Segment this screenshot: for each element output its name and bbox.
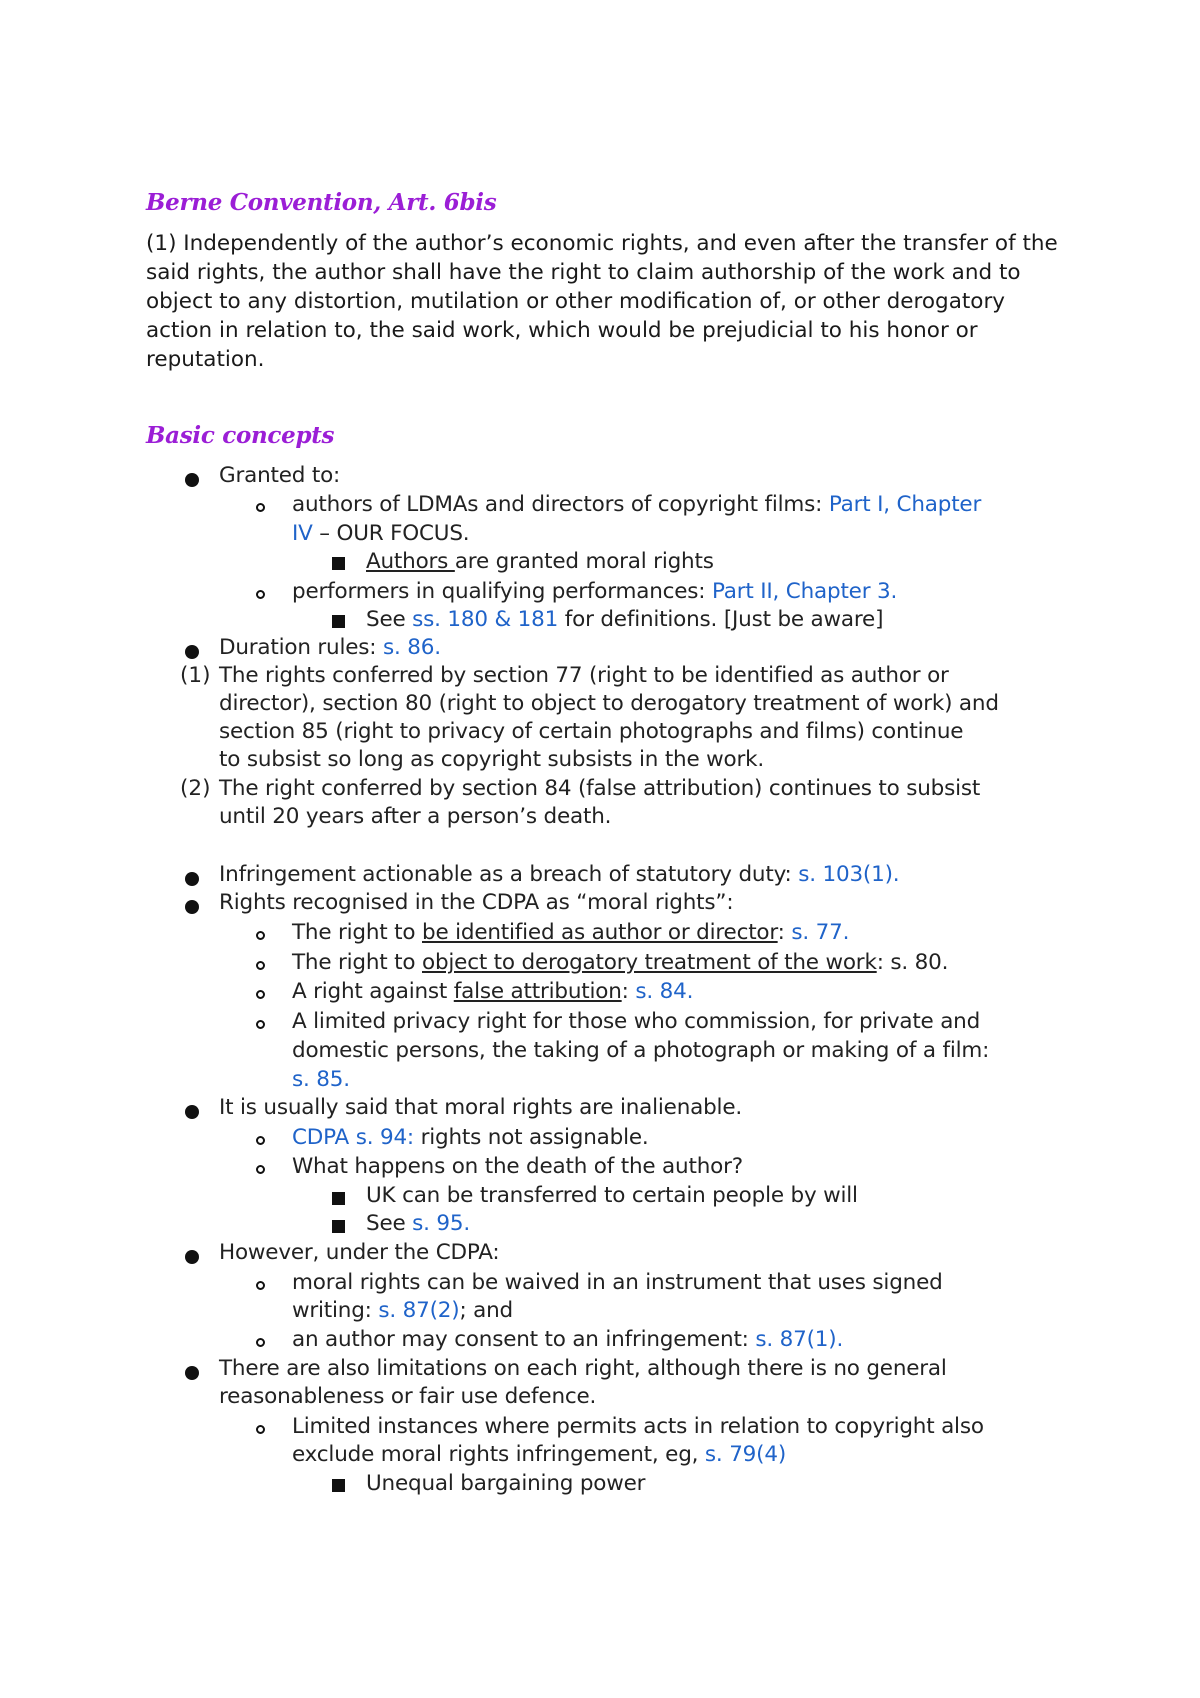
list-item-authors: authors of LDMAs and directors of copyright films: Part I, Chapter — [292, 492, 982, 517]
bullet-disc-icon — [185, 473, 199, 487]
bullet-circle-icon — [256, 1338, 265, 1347]
list-item-infringement: Infringement actionable as a breach of statutory duty: s. 103(1). — [219, 862, 900, 887]
duration-rule-1-cont: section 85 (right to privacy of certain photographs and films) continue — [219, 719, 964, 744]
list-item-granted: Granted to: — [219, 463, 341, 488]
duration-rule-1-cont: to subsist so long as copyright subsists in the work. — [219, 747, 764, 772]
bullet-circle-icon — [256, 1020, 265, 1029]
duration-rule-2-cont: until 20 years after a person’s death. — [219, 804, 612, 829]
list-item-right-privacy-cont: domestic persons, the taking of a photograph or making of a film: — [292, 1038, 990, 1063]
list-item-consent: an author may consent to an infringement: s. 87(1). — [292, 1327, 844, 1352]
bullet-square-icon — [332, 615, 345, 628]
list-item-right-identified: The right to be identified as author or director: s. 77. — [292, 920, 850, 945]
list-item-see-95: See s. 95. — [366, 1211, 471, 1236]
duration-rule-1-cont: director), section 80 (right to object to derogatory treatment of work) and — [219, 691, 999, 716]
bullet-disc-icon — [185, 1366, 199, 1380]
list-item-authors-cont: IV – OUR FOCUS. — [292, 521, 470, 546]
bullet-square-icon — [332, 557, 345, 570]
bullet-square-icon — [332, 1192, 345, 1205]
list-item-right-false-attribution: A right against false attribution: s. 84. — [292, 979, 694, 1004]
bullet-circle-icon — [256, 1281, 265, 1290]
berne-text: (1) Independently of the author’s economic rights, and even after the transfer of the said rights, the author shall have the right to claim authorship of the work and to object to any distortion, mutilation or other modification of, or other derogatory action in relation to, the said work, which would be prejudicial to his honor or reputation. — [146, 231, 1058, 372]
bullet-disc-icon — [185, 872, 199, 886]
bullet-circle-icon — [256, 990, 265, 999]
duration-rule-1: The rights conferred by section 77 (right to be identified as author or — [219, 663, 949, 688]
bullet-circle-icon — [256, 931, 265, 940]
list-item-limited-instances-cont: exclude moral rights infringement, eg, s. 79(4) — [292, 1442, 787, 1467]
list-item-duration: Duration rules: s. 86. — [219, 635, 441, 660]
bullet-square-icon — [332, 1220, 345, 1233]
bullet-circle-icon — [256, 503, 265, 512]
bullet-circle-icon — [256, 1136, 265, 1145]
list-item-performers: performers in qualifying performances: Part II, Chapter 3. — [292, 579, 898, 604]
list-item-limitations: There are also limitations on each right, although there is no general — [219, 1356, 947, 1381]
list-item-uk-transfer: UK can be transferred to certain people by will — [366, 1183, 858, 1208]
bullet-circle-icon — [256, 961, 265, 970]
bullet-circle-icon — [256, 1165, 265, 1174]
list-number: (1) — [180, 663, 211, 688]
bullet-square-icon — [332, 1479, 345, 1492]
list-item-cdpa-94: CDPA s. 94: rights not assignable. — [292, 1125, 649, 1150]
duration-rule-2: The right conferred by section 84 (false attribution) continues to subsist — [219, 776, 981, 801]
bullet-disc-icon — [185, 1105, 199, 1119]
list-item-inalienable: It is usually said that moral rights are inalienable. — [219, 1095, 742, 1120]
basic-concepts-heading: Basic concepts — [146, 422, 335, 449]
list-item-rights: Rights recognised in the CDPA as “moral rights”: — [219, 890, 734, 915]
list-item-waive: moral rights can be waived in an instrument that uses signed — [292, 1270, 943, 1295]
list-item-right-privacy-ref: s. 85. — [292, 1067, 350, 1092]
list-number: (2) — [180, 776, 211, 801]
list-item-see-definitions: See ss. 180 & 181 for definitions. [Just be aware] — [366, 607, 884, 632]
list-item-authors-granted: Authors are granted moral rights — [366, 549, 714, 574]
list-item-unequal-bargaining: Unequal bargaining power — [366, 1471, 646, 1496]
bullet-disc-icon — [185, 900, 199, 914]
list-item-limitations-cont: reasonableness or fair use defence. — [219, 1384, 597, 1409]
bullet-disc-icon — [185, 1250, 199, 1264]
bullet-circle-icon — [256, 1425, 265, 1434]
list-item-death: What happens on the death of the author? — [292, 1154, 743, 1179]
bullet-disc-icon — [185, 645, 199, 659]
list-item-limited-instances: Limited instances where permits acts in relation to copyright also — [292, 1414, 984, 1439]
list-item-waive-cont: writing: s. 87(2); and — [292, 1298, 513, 1323]
list-item-however: However, under the CDPA: — [219, 1240, 500, 1265]
berne-heading: Berne Convention, Art. 6bis — [146, 189, 497, 216]
bullet-circle-icon — [256, 590, 265, 599]
list-item-right-object: The right to object to derogatory treatment of the work: s. 80. — [292, 950, 949, 975]
list-item-right-privacy: A limited privacy right for those who commission, for private and — [292, 1009, 981, 1034]
